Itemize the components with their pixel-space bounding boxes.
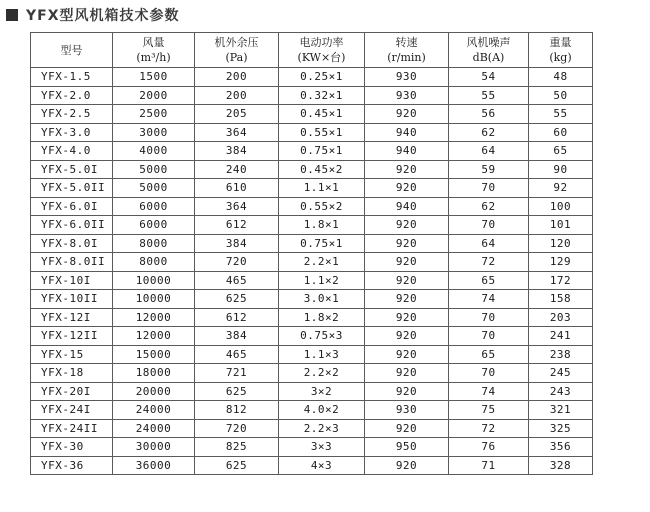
noise-cell: 75 [449, 401, 529, 420]
noise-cell: 70 [449, 308, 529, 327]
power-cell: 3×2 [279, 382, 365, 401]
noise-cell: 64 [449, 142, 529, 161]
power-cell: 0.55×1 [279, 123, 365, 142]
pressure-header [195, 33, 279, 68]
power-cell: 0.75×1 [279, 142, 365, 161]
weight-cell: 92 [529, 179, 593, 198]
model-cell: YFX-10II [31, 290, 113, 309]
power-cell: 0.75×1 [279, 234, 365, 253]
airflow-cell: 4000 [113, 142, 195, 161]
pressure-header-label: 机外余压 [214, 36, 259, 49]
airflow-cell: 18000 [113, 364, 195, 383]
weight-cell: 245 [529, 364, 593, 383]
weight-cell: 90 [529, 160, 593, 179]
table-row [31, 197, 593, 216]
speed-header-label: 转速 [395, 36, 418, 49]
pressure-cell: 465 [195, 271, 279, 290]
weight-cell: 129 [529, 253, 593, 272]
power-cell: 1.1×1 [279, 179, 365, 198]
speed-cell: 920 [365, 179, 449, 198]
weight-cell: 50 [529, 86, 593, 105]
weight-cell: 203 [529, 308, 593, 327]
airflow-cell: 5000 [113, 160, 195, 179]
weight-cell: 55 [529, 105, 593, 124]
pressure-cell: 200 [195, 86, 279, 105]
power-header-unit: (KW×台) [297, 51, 346, 64]
pressure-cell: 612 [195, 308, 279, 327]
noise-cell: 72 [449, 419, 529, 438]
noise-cell: 70 [449, 327, 529, 346]
pressure-cell: 721 [195, 364, 279, 383]
speed-cell: 930 [365, 86, 449, 105]
power-cell: 3.0×1 [279, 290, 365, 309]
weight-cell: 325 [529, 419, 593, 438]
model-cell: YFX-12I [31, 308, 113, 327]
model-cell: YFX-5.0I [31, 160, 113, 179]
pressure-cell: 384 [195, 142, 279, 161]
table-row [31, 327, 593, 346]
weight-cell: 241 [529, 327, 593, 346]
power-cell: 1.1×3 [279, 345, 365, 364]
noise-header-label: 风机噪声 [466, 36, 511, 49]
pressure-cell: 625 [195, 290, 279, 309]
power-cell: 0.25×1 [279, 68, 365, 87]
noise-cell: 70 [449, 179, 529, 198]
pressure-cell: 384 [195, 234, 279, 253]
noise-cell: 65 [449, 345, 529, 364]
pressure-cell: 812 [195, 401, 279, 420]
weight-cell: 60 [529, 123, 593, 142]
weight-cell: 48 [529, 68, 593, 87]
power-header-label: 电动功率 [299, 36, 344, 49]
noise-cell: 65 [449, 271, 529, 290]
power-cell: 2.2×2 [279, 364, 365, 383]
document-title: YFX型风机箱技术参数 [26, 8, 180, 24]
pressure-cell: 720 [195, 253, 279, 272]
noise-cell: 55 [449, 86, 529, 105]
table-row [31, 216, 593, 235]
model-cell: YFX-24II [31, 419, 113, 438]
model-header [31, 33, 113, 68]
power-cell: 3×3 [279, 438, 365, 457]
power-cell: 2.2×3 [279, 419, 365, 438]
table-row [31, 142, 593, 161]
airflow-cell: 30000 [113, 438, 195, 457]
weight-cell: 328 [529, 456, 593, 475]
model-cell: YFX-2.5 [31, 105, 113, 124]
airflow-cell: 12000 [113, 308, 195, 327]
power-cell: 4×3 [279, 456, 365, 475]
table-row [31, 308, 593, 327]
speed-cell: 920 [365, 419, 449, 438]
airflow-cell: 10000 [113, 271, 195, 290]
model-cell: YFX-24I [31, 401, 113, 420]
power-cell: 0.32×1 [279, 86, 365, 105]
weight-header-unit: (kg) [549, 51, 572, 64]
speed-cell: 920 [365, 382, 449, 401]
speed-cell: 930 [365, 68, 449, 87]
airflow-cell: 8000 [113, 253, 195, 272]
table-row [31, 345, 593, 364]
weight-header-label: 重量 [549, 36, 572, 49]
weight-cell: 172 [529, 271, 593, 290]
weight-cell: 120 [529, 234, 593, 253]
airflow-cell: 20000 [113, 382, 195, 401]
table-row [31, 438, 593, 457]
speed-header [365, 33, 449, 68]
pressure-cell: 364 [195, 123, 279, 142]
speed-cell: 940 [365, 123, 449, 142]
airflow-cell: 1500 [113, 68, 195, 87]
airflow-header-label: 风量 [142, 36, 165, 49]
model-cell: YFX-18 [31, 364, 113, 383]
power-header [279, 33, 365, 68]
pressure-cell: 720 [195, 419, 279, 438]
noise-cell: 70 [449, 364, 529, 383]
table-row [31, 364, 593, 383]
power-cell: 0.55×2 [279, 197, 365, 216]
weight-cell: 356 [529, 438, 593, 457]
table-row [31, 105, 593, 124]
model-cell: YFX-10I [31, 271, 113, 290]
speed-cell: 920 [365, 308, 449, 327]
airflow-cell: 2000 [113, 86, 195, 105]
speed-cell: 920 [365, 327, 449, 346]
speed-cell: 920 [365, 364, 449, 383]
airflow-cell: 2500 [113, 105, 195, 124]
model-cell: YFX-36 [31, 456, 113, 475]
table-row [31, 456, 593, 475]
weight-header [529, 33, 593, 68]
noise-cell: 64 [449, 234, 529, 253]
power-cell: 0.75×3 [279, 327, 365, 346]
table-row [31, 68, 593, 87]
airflow-cell: 12000 [113, 327, 195, 346]
pressure-cell: 610 [195, 179, 279, 198]
speed-cell: 920 [365, 253, 449, 272]
table-row [31, 179, 593, 198]
airflow-cell: 24000 [113, 401, 195, 420]
table-row [31, 160, 593, 179]
square-bullet-icon [6, 9, 18, 21]
model-cell: YFX-4.0 [31, 142, 113, 161]
speed-cell: 920 [365, 456, 449, 475]
power-cell: 4.0×2 [279, 401, 365, 420]
model-cell: YFX-30 [31, 438, 113, 457]
table-row [31, 419, 593, 438]
weight-cell: 321 [529, 401, 593, 420]
spec-table [30, 32, 593, 475]
noise-cell: 62 [449, 197, 529, 216]
speed-cell: 940 [365, 142, 449, 161]
noise-cell: 59 [449, 160, 529, 179]
pressure-cell: 240 [195, 160, 279, 179]
table-row [31, 271, 593, 290]
table-row [31, 253, 593, 272]
power-cell: 0.45×1 [279, 105, 365, 124]
weight-cell: 243 [529, 382, 593, 401]
pressure-cell: 465 [195, 345, 279, 364]
noise-header-unit: dB(A) [472, 51, 505, 64]
weight-cell: 101 [529, 216, 593, 235]
speed-cell: 920 [365, 290, 449, 309]
speed-cell: 920 [365, 234, 449, 253]
speed-cell: 950 [365, 438, 449, 457]
speed-cell: 930 [365, 401, 449, 420]
airflow-cell: 8000 [113, 234, 195, 253]
model-cell: YFX-8.0I [31, 234, 113, 253]
pressure-cell: 384 [195, 327, 279, 346]
power-cell: 2.2×1 [279, 253, 365, 272]
table-row [31, 290, 593, 309]
airflow-cell: 10000 [113, 290, 195, 309]
speed-cell: 920 [365, 105, 449, 124]
speed-cell: 920 [365, 216, 449, 235]
table-row [31, 86, 593, 105]
table-row [31, 382, 593, 401]
pressure-cell: 200 [195, 68, 279, 87]
noise-cell: 74 [449, 290, 529, 309]
model-cell: YFX-12II [31, 327, 113, 346]
power-cell: 1.8×2 [279, 308, 365, 327]
table-row [31, 401, 593, 420]
noise-cell: 70 [449, 216, 529, 235]
noise-cell: 76 [449, 438, 529, 457]
noise-cell: 56 [449, 105, 529, 124]
speed-cell: 920 [365, 160, 449, 179]
pressure-cell: 625 [195, 456, 279, 475]
airflow-cell: 36000 [113, 456, 195, 475]
model-cell: YFX-6.0II [31, 216, 113, 235]
power-cell: 1.8×1 [279, 216, 365, 235]
pressure-header-unit: (Pa) [225, 51, 248, 64]
noise-cell: 74 [449, 382, 529, 401]
pressure-cell: 825 [195, 438, 279, 457]
table-row [31, 123, 593, 142]
power-cell: 0.45×2 [279, 160, 365, 179]
airflow-cell: 3000 [113, 123, 195, 142]
table-body [31, 68, 593, 475]
table-header [31, 33, 593, 68]
model-cell: YFX-15 [31, 345, 113, 364]
model-cell: YFX-6.0I [31, 197, 113, 216]
weight-cell: 238 [529, 345, 593, 364]
noise-header [449, 33, 529, 68]
pressure-cell: 205 [195, 105, 279, 124]
weight-cell: 158 [529, 290, 593, 309]
model-cell: YFX-2.0 [31, 86, 113, 105]
model-header-label: 型号 [60, 43, 83, 57]
airflow-cell: 6000 [113, 216, 195, 235]
noise-cell: 71 [449, 456, 529, 475]
airflow-cell: 15000 [113, 345, 195, 364]
model-cell: YFX-8.0II [31, 253, 113, 272]
model-cell: YFX-1.5 [31, 68, 113, 87]
header-row [31, 33, 593, 68]
airflow-cell: 6000 [113, 197, 195, 216]
airflow-header-unit: (m³/h) [136, 51, 171, 64]
airflow-cell: 24000 [113, 419, 195, 438]
airflow-header [113, 33, 195, 68]
noise-cell: 72 [449, 253, 529, 272]
pressure-cell: 625 [195, 382, 279, 401]
speed-cell: 940 [365, 197, 449, 216]
pressure-cell: 364 [195, 197, 279, 216]
noise-cell: 54 [449, 68, 529, 87]
weight-cell: 100 [529, 197, 593, 216]
power-cell: 1.1×2 [279, 271, 365, 290]
speed-cell: 920 [365, 271, 449, 290]
model-cell: YFX-5.0II [31, 179, 113, 198]
model-cell: YFX-3.0 [31, 123, 113, 142]
model-cell: YFX-20I [31, 382, 113, 401]
speed-cell: 920 [365, 345, 449, 364]
document-title-bar [6, 5, 180, 25]
airflow-cell: 5000 [113, 179, 195, 198]
speed-header-unit: (r/min) [387, 51, 426, 64]
table-row [31, 234, 593, 253]
weight-cell: 65 [529, 142, 593, 161]
noise-cell: 62 [449, 123, 529, 142]
pressure-cell: 612 [195, 216, 279, 235]
